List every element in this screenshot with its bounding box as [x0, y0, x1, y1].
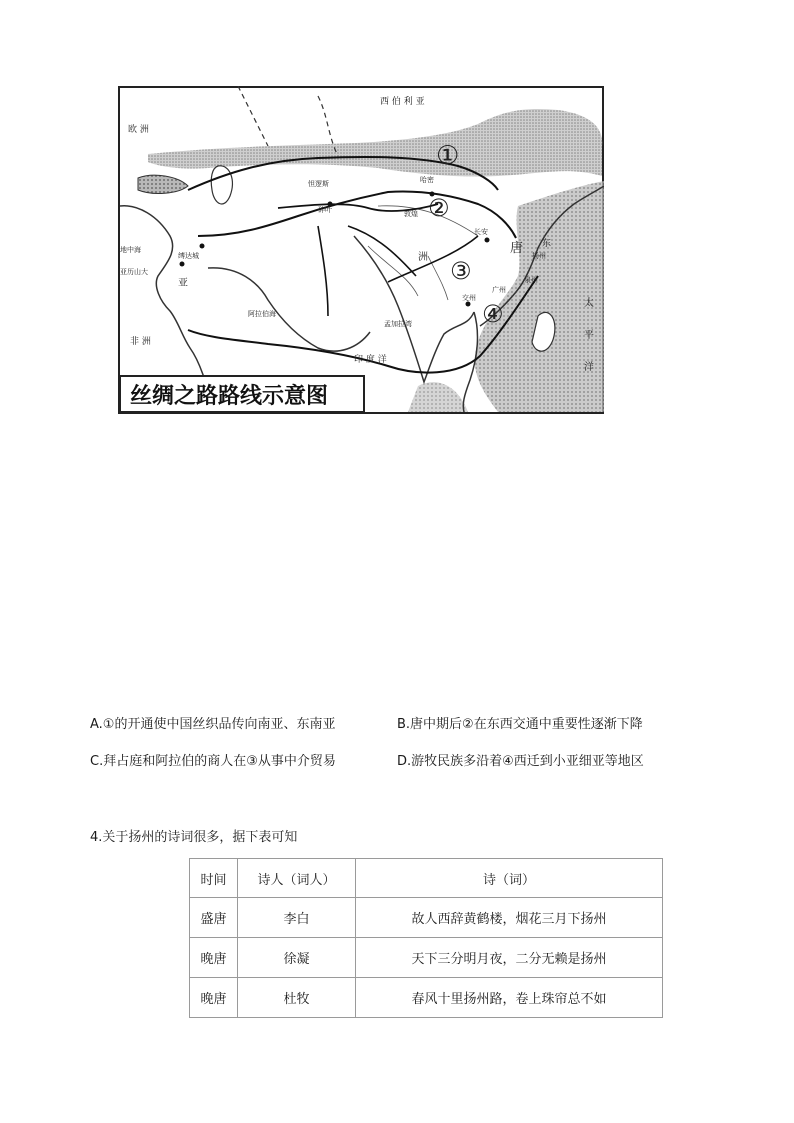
- label-quanzhou: 泉州: [524, 276, 538, 284]
- label-jiaozhou: 交州: [462, 294, 476, 302]
- marker-3: ③: [450, 257, 472, 285]
- label-siberia: 西 伯 利 亚: [380, 97, 425, 107]
- label-pacific-2: 平: [584, 330, 594, 341]
- header-time: 时间: [190, 859, 238, 898]
- label-europe: 欧 洲: [128, 125, 149, 135]
- map-graphic: [118, 86, 604, 414]
- label-yangzhou: 扬州: [532, 252, 546, 260]
- cell-poem: 故人西辞黄鹤楼，烟花三月下扬州: [356, 898, 663, 938]
- label-mediterranean: 地中海: [120, 246, 141, 254]
- silk-road-map: [118, 86, 604, 414]
- label-asia: 亚: [178, 278, 188, 289]
- label-east: 东: [542, 239, 552, 249]
- table-header-row: [190, 859, 663, 898]
- option-c: C.拜占庭和阿拉伯的商人在③从事中介贸易: [90, 754, 336, 769]
- label-alexandria: 亚历山大: [120, 268, 148, 276]
- poem-table: [189, 858, 663, 1018]
- label-tang: 唐: [510, 241, 524, 256]
- label-guangzhou: 广州: [492, 286, 506, 294]
- cell-time: 晚唐: [190, 978, 238, 1018]
- label-baghdad: 缚达城: [178, 252, 199, 260]
- header-poem: 诗（词）: [356, 859, 663, 898]
- label-pacific-3: 洋: [584, 362, 594, 373]
- label-bengal: 孟加拉湾: [384, 320, 412, 328]
- marker-1: ①: [436, 141, 460, 171]
- label-zhou: 洲: [418, 252, 428, 263]
- marker-2: ②: [428, 194, 450, 222]
- cell-poet: 徐凝: [238, 938, 356, 978]
- label-indian-ocean: 印 度 洋: [354, 355, 387, 365]
- label-suiye: 碎叶: [318, 206, 332, 214]
- option-d: D.游牧民族多沿着④西迁到小亚细亚等地区: [397, 754, 644, 769]
- header-poet: 诗人（词人）: [238, 859, 356, 898]
- caspian-sea: [211, 166, 232, 204]
- table-row: [190, 978, 663, 1018]
- cell-time: 晚唐: [190, 938, 238, 978]
- cell-poem: 春风十里扬州路，卷上珠帘总不如: [356, 978, 663, 1018]
- table-row: [190, 898, 663, 938]
- option-a: A.①的开通使中国丝织品传向南亚、东南亚: [90, 717, 336, 732]
- table-row: [190, 938, 663, 978]
- label-arabian-sea: 阿拉伯海: [248, 310, 276, 318]
- question-4-stem: 4.关于扬州的诗词很多，据下表可知: [90, 830, 298, 845]
- option-b: B.唐中期后②在东西交通中重要性逐渐下降: [397, 717, 643, 732]
- cell-poet: 李白: [238, 898, 356, 938]
- label-hami: 哈密: [420, 176, 434, 184]
- cell-poem: 天下三分明月夜，二分无赖是扬州: [356, 938, 663, 978]
- cell-poet: 杜牧: [238, 978, 356, 1018]
- label-changan: 长安: [474, 228, 488, 236]
- cell-time: 盛唐: [190, 898, 238, 938]
- map-title: 丝绸之路路线示意图: [130, 384, 329, 409]
- label-talas: 怛逻斯: [308, 180, 329, 188]
- label-pacific-1: 太: [584, 298, 594, 309]
- label-dunhuang: 敦煌: [404, 210, 418, 218]
- label-africa: 非 洲: [130, 337, 151, 347]
- marker-4: ④: [482, 300, 504, 328]
